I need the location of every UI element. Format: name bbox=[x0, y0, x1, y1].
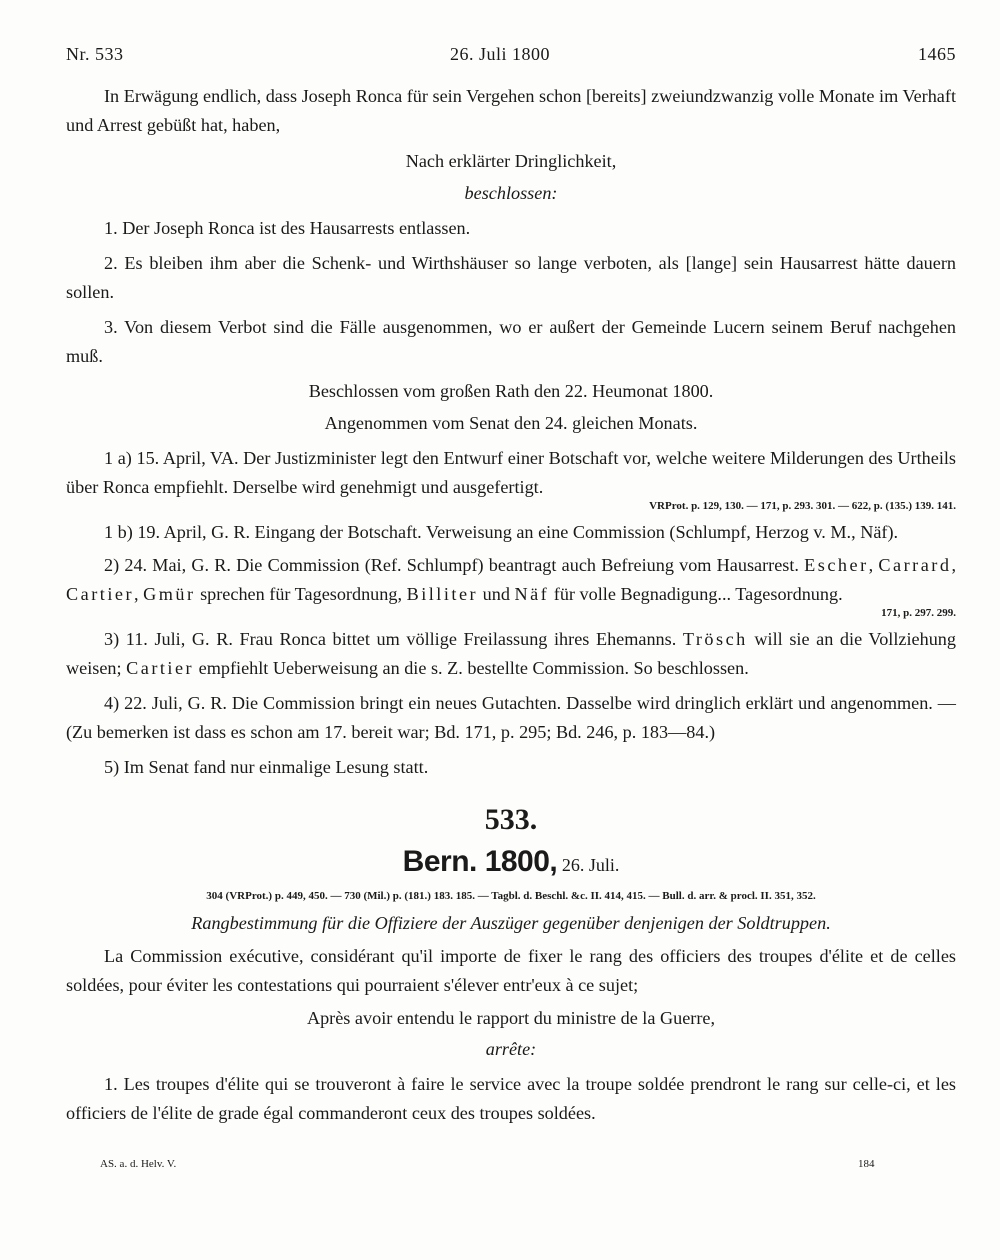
header-number: Nr. 533 bbox=[66, 44, 124, 64]
beschlossen-heading: beschlossen: bbox=[464, 183, 558, 203]
arrete-heading: arrête: bbox=[485, 1039, 537, 1059]
main-text bbox=[66, 82, 956, 1128]
dringlichkeit-line: Nach erklärter Dringlichkeit, bbox=[405, 151, 617, 171]
name-billiter: Billiter bbox=[406, 584, 479, 604]
name-escher: Escher bbox=[804, 555, 869, 575]
place-year: Bern. 1800, bbox=[402, 845, 558, 878]
footer-sheet-number: 184 bbox=[858, 1158, 875, 1170]
intro-paragraph: In Erwägung endlich, dass Joseph Ronca für sein Vergehen schon [bereits] zweiundzwanzig volle Monate im Verhaft und Arrest gebüßt hat, haben, bbox=[66, 86, 956, 135]
item-3: 3. Von diesem Verbot sind die Fälle ausgenommen, wo er außert der Gemeinde Lucern seinem Beruf nachgehen muß. bbox=[66, 317, 956, 366]
document-place-date bbox=[66, 840, 956, 887]
name-troesch: Trösch bbox=[682, 629, 748, 649]
grosser-rath-line: Beschlossen vom großen Rath den 22. Heumonat 1800. bbox=[308, 381, 714, 401]
note-3: 3) 11. Juli, G. R. Frau Ronca bittet um völlige Freilassung ihres Ehemanns. Trösch will sie an die Vollziehung weisen; Cartier empfiehlt Ueberweisung an die s. Z. bestellte Commission. So beschlossen. bbox=[66, 629, 956, 678]
header-page-number: 1465 bbox=[918, 44, 956, 64]
name-cartier: Cartier bbox=[66, 584, 134, 604]
note-5: 5) Im Senat fand nur einmalige Lesung statt. bbox=[104, 757, 429, 777]
note-2-reference: 171, p. 297. 299. bbox=[881, 607, 956, 619]
item-1: 1. Der Joseph Ronca ist des Hausarrests entlassen. bbox=[104, 218, 471, 238]
item-2: 2. Es bleiben ihm aber die Schenk- und Wirthshäuser so lange verboten, als [lange] sein Hausarrest hätte dauern sollen. bbox=[66, 253, 956, 302]
document-title: Rangbestimmung für die Offiziere der Auszüger gegenüber denjenigen der Soldtruppen. bbox=[191, 913, 831, 933]
header-date: 26. Juli 1800 bbox=[449, 44, 550, 64]
french-paragraph-2: Après avoir entendu le rapport du ministre de la Guerre, bbox=[306, 1008, 716, 1028]
name-cartier-2: Cartier bbox=[126, 658, 195, 678]
document-number: 533. bbox=[484, 803, 538, 836]
note-1b: 1 b) 19. April, G. R. Eingang der Botschaft. Verweisung an eine Commission (Schlumpf, Herzog v. M., Näf). bbox=[104, 522, 899, 542]
senat-line: Angenommen vom Senat den 24. gleichen Monats. bbox=[324, 413, 698, 433]
note-1a-reference: VRProt. p. 129, 130. — 171, p. 293. 301. — 622, p. (135.) 139. 141. bbox=[649, 500, 956, 512]
document-sources: 304 (VRProt.) p. 449, 450. — 730 (Mil.) p. (181.) 183. 185. — Tagbl. d. Beschl. &c. II. 414, 415. — Bull. d. arr. & procl. II. 351, 352. bbox=[206, 890, 816, 902]
name-carrard: Carrard bbox=[878, 555, 952, 575]
document-date: 26. Juli. bbox=[561, 855, 620, 875]
note-1a: 1 a) 15. April, VA. Der Justizminister legt den Entwurf einer Botschaft vor, welche weitere Milderungen des Urtheils über Ronca empfiehlt. Derselbe wird genehmigt und ausgefertigt. bbox=[66, 448, 956, 497]
name-gmuer: Gmür bbox=[143, 584, 196, 604]
footer-collection: AS. a. d. Helv. V. bbox=[100, 1158, 177, 1170]
note-4: 4) 22. Juli, G. R. Die Commission bringt ein neues Gutachten. Dasselbe wird dringlich erklärt und angenommen. — (Zu bemerken ist dass es schon am 17. bereit war; Bd. 171, p. 295; Bd. 246, p. 183—84.) bbox=[66, 693, 956, 742]
french-paragraph-1: La Commission exécutive, considérant qu'il importe de fixer le rang des officiers des troupes d'élite et de celles soldées, pour éviter les contestations qui pourraient s'élever entr'eux à ce sujet; bbox=[66, 946, 956, 995]
name-naef: Näf bbox=[514, 584, 550, 604]
article-1: 1. Les troupes d'élite qui se trouveront à faire le service avec la troupe soldée prendront le rang sur celle-ci, et les officiers de l'élite de grade égal commanderont ceux des troupes soldées. bbox=[66, 1074, 956, 1123]
note-2: 2) 24. Mai, G. R. Die Commission (Ref. Schlumpf) beantragt auch Befreiung vom Hausarrest. Escher, Carrard, Cartier, Gmür sprechen für Tagesordnung, Billiter und Näf für volle Begnadigung... Tagesordnung. bbox=[66, 555, 956, 604]
